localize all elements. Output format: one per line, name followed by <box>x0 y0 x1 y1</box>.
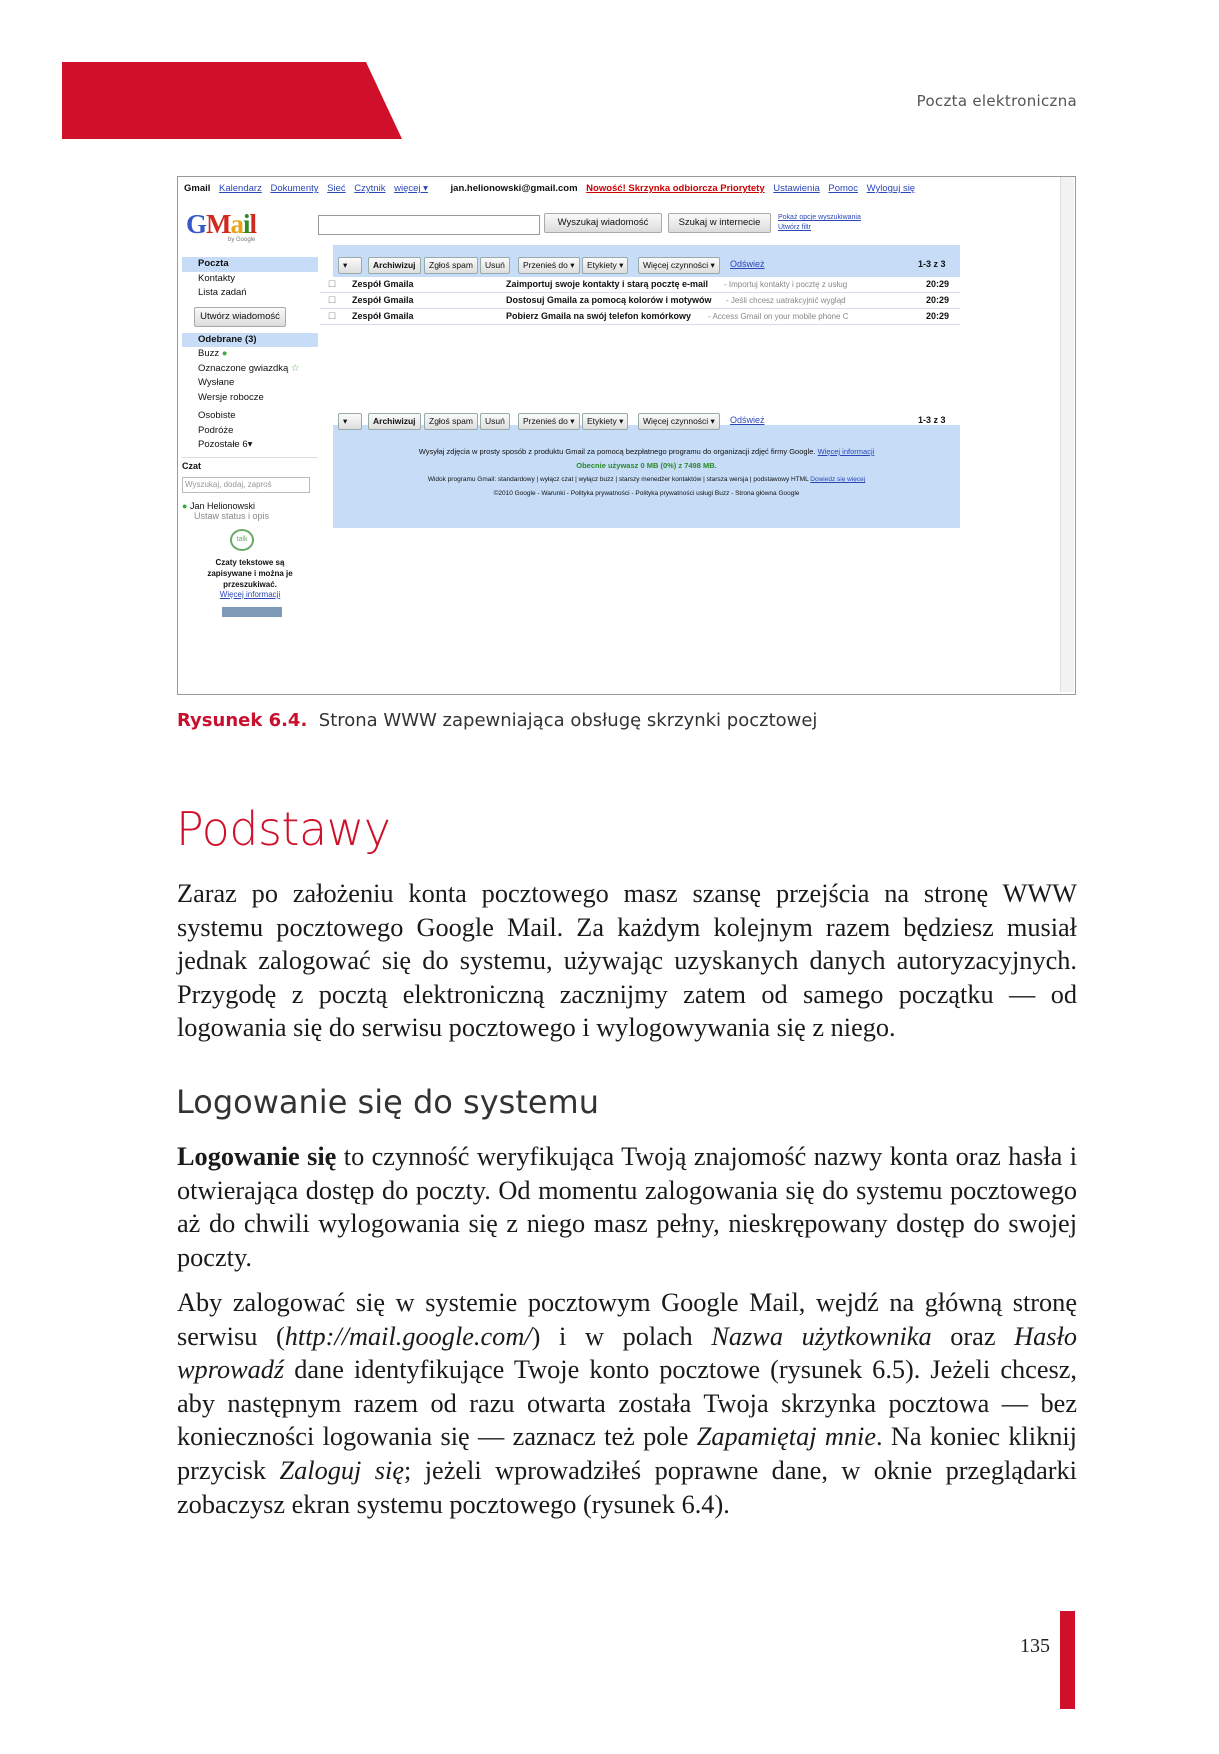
chat-status[interactable]: Ustaw status i opis <box>194 511 270 521</box>
gmail-topbar <box>184 183 1054 197</box>
chat-more-info-link[interactable]: Więcej informacji <box>219 590 281 599</box>
message-from: Zespół Gmaila <box>352 311 414 321</box>
nav-mail[interactable]: Poczta <box>182 257 318 272</box>
figure-caption <box>177 710 817 731</box>
topbar-link-reader[interactable]: Czytnik <box>354 183 386 194</box>
select-dropdown[interactable]: ▾ <box>338 257 362 274</box>
help-link[interactable]: Pomoc <box>828 183 858 194</box>
logout-link[interactable]: Wyloguj się <box>866 183 916 194</box>
refresh-link[interactable]: Odśwież <box>730 415 765 425</box>
topbar-link-docs[interactable]: Dokumenty <box>270 183 319 194</box>
search-web-button[interactable]: Szukaj w internecie <box>668 213 771 233</box>
archive-button[interactable]: Archiwizuj <box>368 413 421 430</box>
delete-button[interactable]: Usuń <box>480 257 510 274</box>
footer-view-line: Widok programu Gmail: standardowy | wyłącz czat | wyłącz buzz | starszy menedżer kontaktów | starsza wersja | podstawowy HTML Dowiedz się więcej <box>427 476 866 483</box>
message-count: 1-3 z 3 <box>918 415 946 425</box>
checkbox-icon[interactable]: ☐ <box>328 279 337 289</box>
select-dropdown[interactable]: ▾ <box>338 413 362 430</box>
create-filter-link[interactable]: Utwórz filtr <box>778 224 812 231</box>
topbar-link-network[interactable]: Sieć <box>327 183 346 194</box>
gmail-url: http://mail.google.com/ <box>284 1321 532 1351</box>
nav-drafts[interactable]: Wersje robocze <box>198 391 264 403</box>
subsection-heading: Logowanie się do systemu <box>176 1083 599 1121</box>
left-nav <box>182 257 318 453</box>
nav-buzz[interactable]: Buzz ● <box>198 348 228 359</box>
message-time: 20:29 <box>926 311 950 321</box>
settings-link[interactable]: Ustawienia <box>773 183 820 194</box>
nav-tasks[interactable]: Lista zadań <box>198 287 247 298</box>
spam-button[interactable]: Zgłoś spam <box>424 413 478 430</box>
nav-contacts[interactable]: Kontakty <box>198 272 235 284</box>
nav-travel[interactable]: Podróże <box>198 424 234 436</box>
move-to-button[interactable]: Przenieś do ▾ <box>518 413 580 430</box>
online-status-icon: ● <box>182 501 188 511</box>
message-subject: Zaimportuj swoje kontakty i starą pocztę e-mail <box>506 279 709 289</box>
running-head: Poczta elektroniczna <box>916 92 1077 110</box>
search-mail-button[interactable]: Wyszukaj wiadomość <box>544 213 662 233</box>
promo-link[interactable]: Nowość! Skrzynka odbiorcza Priorytety <box>586 183 765 194</box>
bottom-toolbar <box>338 413 978 433</box>
message-row[interactable] <box>320 293 960 309</box>
labels-button[interactable]: Etykiety ▾ <box>582 257 628 274</box>
delete-button[interactable]: Usuń <box>480 413 510 430</box>
compose-button[interactable]: Utwórz wiadomość <box>194 307 286 327</box>
message-time: 20:29 <box>926 279 950 289</box>
message-time: 20:29 <box>926 295 950 305</box>
gmail-screenshot <box>177 176 1076 695</box>
message-subject: Dostosuj Gmaila za pomocą kolorów i motywów <box>506 295 712 305</box>
chat-note: Czaty tekstowe są zapisywane i można je przeszukiwać. <box>207 558 293 589</box>
chat-title: Czat <box>182 457 318 471</box>
refresh-link[interactable]: Odśwież <box>730 259 765 269</box>
page-edge-bar <box>1060 1611 1075 1709</box>
top-toolbar <box>338 257 978 277</box>
nav-sent[interactable]: Wysłane <box>198 377 235 388</box>
nav-other[interactable]: Pozostałe 6▾ <box>198 439 253 450</box>
caption-label: Rysunek 6.4. <box>177 710 308 731</box>
more-actions-button[interactable]: Więcej czynności ▾ <box>638 413 720 430</box>
mail-search-input[interactable] <box>318 215 540 235</box>
labels-button[interactable]: Etykiety ▾ <box>582 413 628 430</box>
chat-panel <box>182 457 318 617</box>
message-list <box>320 277 960 425</box>
message-row[interactable] <box>320 309 960 325</box>
footer-picasa-line: Wysyłaj zdjęcia w prosty sposób z produktu Gmail za pomocą bezpłatnego programu do organizacji zdjęć firmy Google. Więcej informacji <box>418 447 875 456</box>
archive-button[interactable]: Archiwizuj <box>368 257 421 274</box>
star-icon: ☆ <box>290 362 300 374</box>
message-snippet: - Access Gmail on your mobile phone C <box>708 312 849 321</box>
more-actions-button[interactable]: Więcej czynności ▾ <box>638 257 720 274</box>
header-red-tab <box>62 62 402 139</box>
caption-text: Strona WWW zapewniająca obsługę skrzynki pocztowej <box>318 710 818 731</box>
paragraph-definition: Logowanie się to czynność weryfikująca Twoją znajomość nazwy konta oraz hasła i otwierająca dostęp do poczty. Od momentu zalogowania się do systemu pocztowego aż do chwili wylogowania się z niego masz pełny, nieskrępowany dostęp do swojej poczty. <box>177 1142 1077 1272</box>
page-number: 135 <box>1020 1635 1050 1657</box>
checkbox-icon[interactable]: ☐ <box>328 311 337 321</box>
footer-more-info-link[interactable]: Więcej informacji <box>817 447 875 456</box>
buzz-icon: ● <box>221 348 228 359</box>
search-options-links <box>778 213 861 233</box>
storage-usage: Obecnie używasz 0 MB (0%) z 7498 MB. <box>576 461 717 470</box>
term: Logowanie się <box>177 1142 337 1171</box>
gmail-brand[interactable]: Gmail <box>184 183 211 194</box>
chat-thumbnail <box>222 607 282 617</box>
nav-inbox[interactable]: Odebrane (3) <box>182 333 318 348</box>
nav-personal[interactable]: Osobiste <box>198 410 236 421</box>
message-subject: Pobierz Gmaila na swój telefon komórkowy <box>506 311 692 321</box>
message-from: Zespół Gmaila <box>352 279 414 289</box>
section-heading: Podstawy <box>176 802 391 856</box>
paragraph-login-steps: Aby zalogować się w systemie pocztowym Google Mail, wejdź na główną stronę serwisu (http://mail.google.com/) i w polach Nazwa użytkownika oraz Hasło wprowadź dane identyfikujące Twoje konto pocztowe (rysunek 6.5). Jeżeli chcesz, aby następnym razem od razu otwarta została Twoja skrzynka pocztowa — bez konieczności logowania się — zaznacz też pole Zapamiętaj mnie. Na koniec kliknij przycisk Zaloguj się; jeżeli wprowadziłeś poprawne dane, w oknie przeglądarki zobaczysz ekran systemu pocztowego (rysunek 6.4). <box>177 1288 1077 1519</box>
paragraph-intro: Zaraz po założeniu konta pocztowego masz szansę przejścia na stronę WWW systemu pocztowego Google Mail. Za każdym kolejnym razem będziesz musiał jednak zalogować się do systemu, używając uzyskanych danych autoryzacyjnych. Przygodę z pocztą elektroniczną zacznijmy zatem od samego początku — od logowania się do serwisu pocztowego i wylogowywania się z niego. <box>177 879 1077 1043</box>
chat-user[interactable]: ● Jan Helionowski <box>182 501 255 511</box>
footer-copyright: ©2010 Google - Warunki - Polityka prywatności - Polityka prywatności usługi Buzz - Strona główna Google <box>493 490 800 497</box>
topbar-link-calendar[interactable]: Kalendarz <box>219 183 262 194</box>
talk-icon: talk <box>230 529 254 551</box>
user-email: jan.helionowski@gmail.com <box>450 183 578 194</box>
message-count: 1-3 z 3 <box>918 259 946 269</box>
message-row[interactable] <box>320 277 960 293</box>
message-snippet: - Importuj kontakty i pocztę z usług <box>724 280 848 289</box>
footer-learn-more-link[interactable]: Dowiedz się więcej <box>810 476 866 483</box>
chat-search-input[interactable]: Wyszukaj, dodaj, zaproś <box>182 477 310 493</box>
page-scrollbar[interactable] <box>1060 177 1074 692</box>
move-to-button[interactable]: Przenieś do ▾ <box>518 257 580 274</box>
logo-subtitle: by Google <box>228 237 256 243</box>
nav-starred[interactable]: Oznaczone gwiazdką ☆ <box>198 362 300 374</box>
search-options-link[interactable]: Pokaż opcje wyszukiwania <box>778 214 861 221</box>
checkbox-icon[interactable]: ☐ <box>328 295 337 305</box>
spam-button[interactable]: Zgłoś spam <box>424 257 478 274</box>
message-snippet: - Jeśli chcesz uatrakcyjnić wygląd <box>726 296 846 305</box>
gmail-footer <box>333 445 960 501</box>
message-from: Zespół Gmaila <box>352 295 414 305</box>
gmail-logo[interactable]: GMail <box>186 209 257 239</box>
topbar-link-more[interactable]: więcej ▾ <box>394 183 428 194</box>
